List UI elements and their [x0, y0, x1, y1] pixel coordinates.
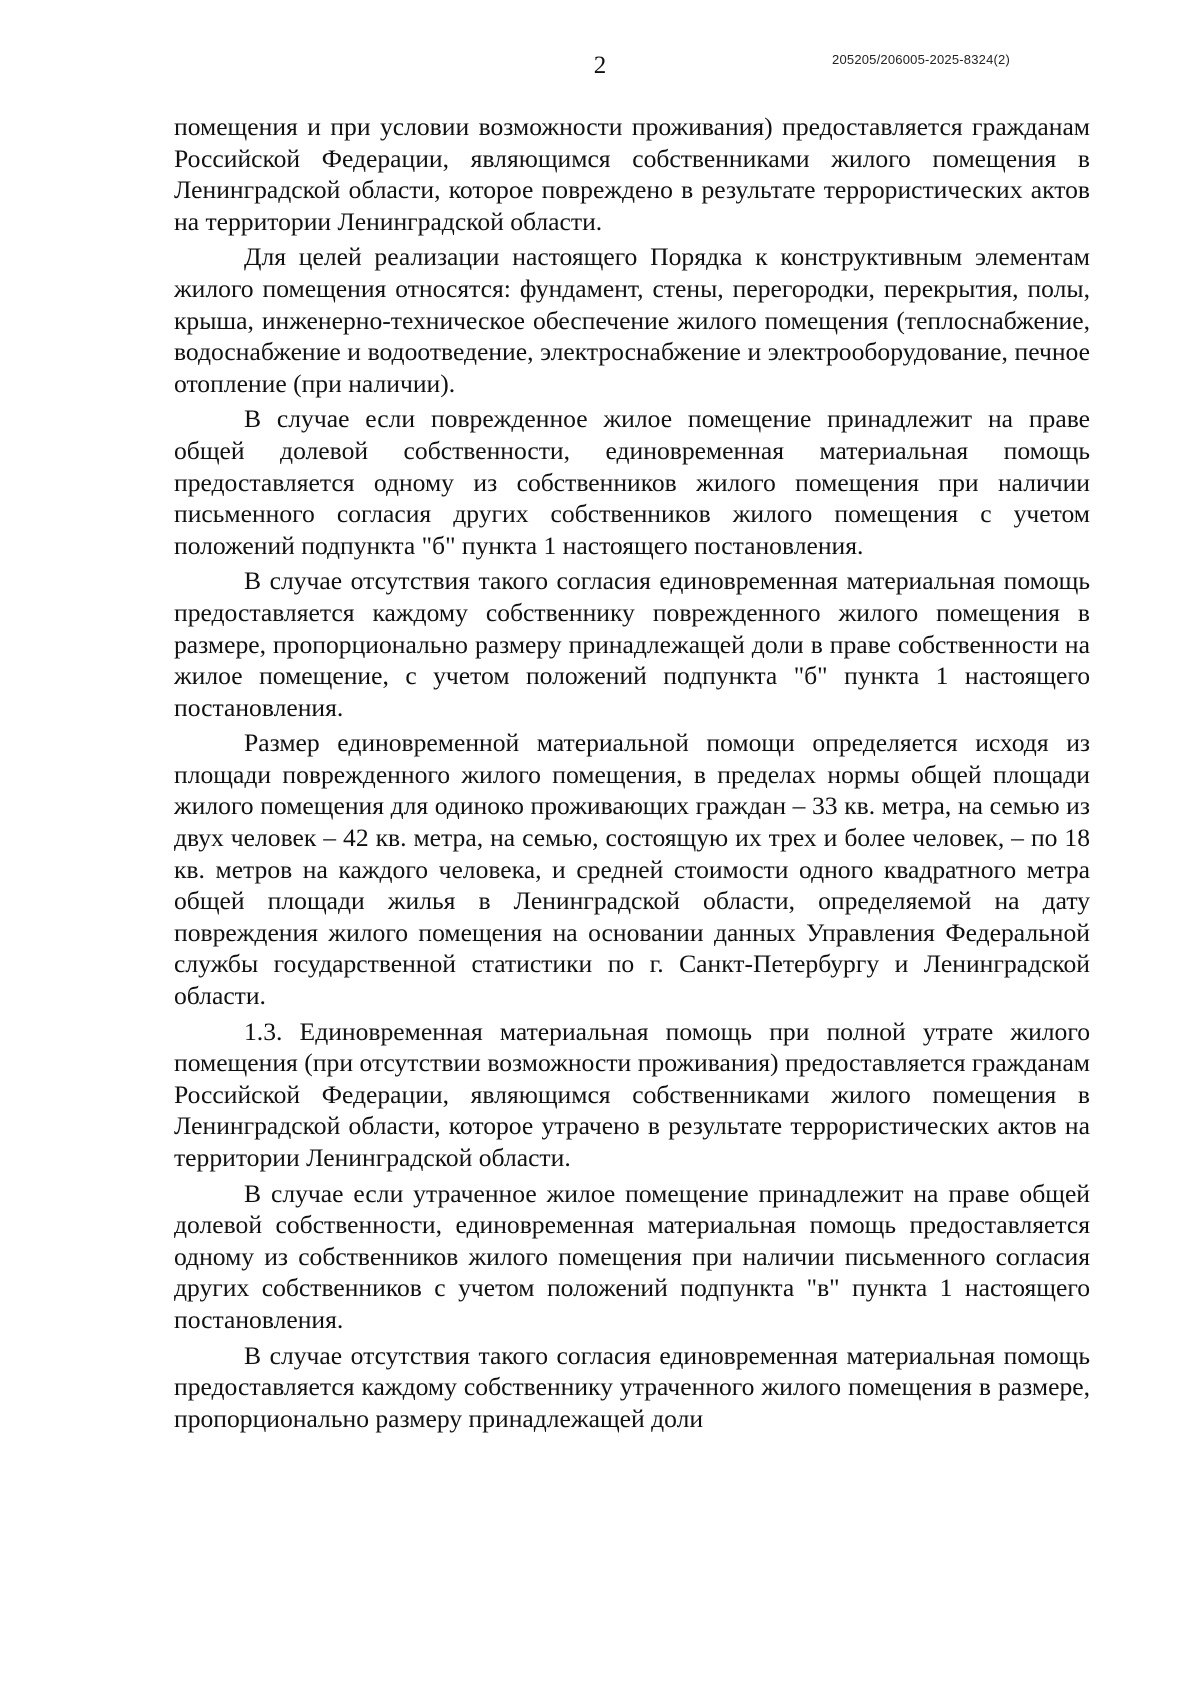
document-id: 205205/206005-2025-8324(2) — [832, 52, 1010, 67]
paragraph-no-consent-damaged: В случае отсутствия такого согласия единовременная материальная помощь предоставляется каждому собственнику поврежденного жилого помещения в размере, пропорционально размеру принадлежащей доли в праве собственности на жилое помещение, с учетом положений подпункта "б" пункта 1 настоящего постановления. — [174, 566, 1090, 722]
paragraph-structural-elements: Для целей реализации настоящего Порядка к конструктивным элементам жилого помещения относятся: фундамент, стены, перегородки, перекрытия, полы, крыша, инженерно-техническое обеспечение жилого помещения (теплоснабжение, водоснабжение и водоотведение, электроснабжение и электрооборудование, печное отопление (при наличии). — [174, 242, 1090, 398]
paragraph-continuation: помещения и при условии возможности проживания) предоставляется гражданам Российской Федерации, являющимся собственниками жилого помещения в Ленинградской области, которое повреждено в результате террористических актов на территории Ленинградской области. — [174, 112, 1090, 236]
paragraph-section-1-3: 1.3. Единовременная материальная помощь при полной утрате жилого помещения (при отсутствии возможности проживания) предоставляется гражданам Российской Федерации, являющимся собственниками жилого помещения в Ленинградской области, которое утрачено в результате террористических актов на территории Ленинградской области. — [174, 1016, 1090, 1172]
paragraph-shared-ownership-lost: В случае если утраченное жилое помещение принадлежит на праве общей долевой собственности, единовременная материальная помощь предоставляется одному из собственников жилого помещения при наличии письменного согласия других собственников с учетом положений подпункта "в" пункта 1 настоящего постановления. — [174, 1178, 1090, 1334]
document-body — [174, 111, 1090, 1434]
paragraph-aid-amount: Размер единовременной материальной помощи определяется исходя из площади поврежденного жилого помещения, в пределах нормы общей площади жилого помещения для одиноко проживающих граждан – 33 кв. метра, на семью из двух человек – 42 кв. метра, на семью, состоящую их трех и более человек, – по 18 кв. метров на каждого человека, и средней стоимости одного квадратного метра общей площади жилья в Ленинградской области, определяемой на дату повреждения жилого помещения на основании данных Управления Федеральной службы государственной статистики по г. Санкт-Петербургу и Ленинградской области. — [174, 728, 1090, 1011]
page-number: 2 — [593, 52, 607, 79]
paragraph-shared-ownership-damaged: В случае если поврежденное жилое помещение принадлежит на праве общей долевой собственности, единовременная материальная помощь предоставляется одному из собственников жилого помещения при наличии письменного согласия других собственников жилого помещения с учетом положений подпункта "б" пункта 1 настоящего постановления. — [174, 404, 1090, 560]
paragraph-no-consent-lost: В случае отсутствия такого согласия единовременная материальная помощь предоставляется каждому собственнику утраченного жилого помещения в размере, пропорционально размеру принадлежащей доли — [174, 1340, 1090, 1433]
